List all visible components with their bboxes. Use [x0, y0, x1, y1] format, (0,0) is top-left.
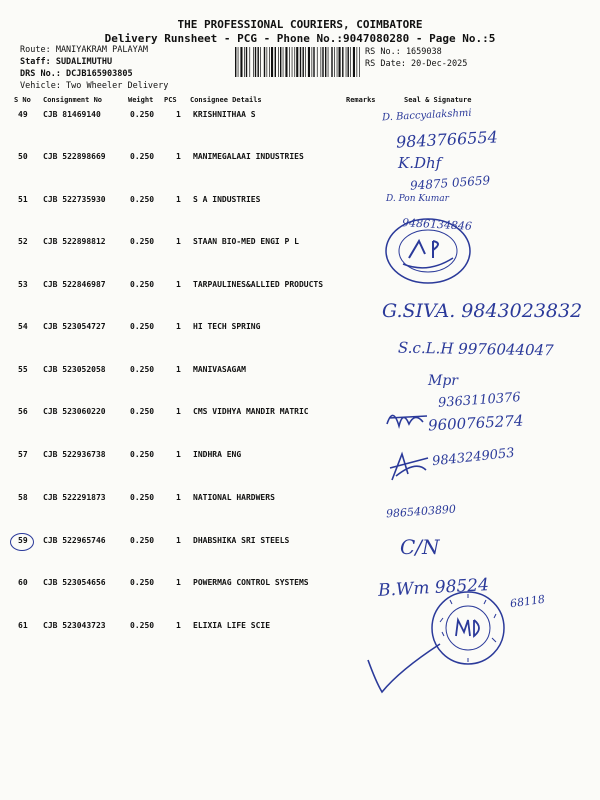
- rs-number: RS No.: 1659038: [365, 47, 442, 57]
- row-pcs: 1: [176, 322, 181, 331]
- signature-58: 9865403890: [385, 502, 457, 521]
- signature-60-name: B.Wm 98524: [377, 575, 490, 601]
- row-weight: 0.250: [130, 450, 155, 459]
- signature-51-name: D. Pon Kumar: [386, 194, 449, 204]
- staff-text: Staff: SUDALIMUTHU: [20, 57, 113, 67]
- signature-56-scribble: [383, 404, 433, 434]
- row-consignee: MANIVASAGAM: [193, 365, 246, 374]
- row-consignee: STAAN BIO-MED ENGI P L: [193, 237, 299, 246]
- row-consignment: CJB 523052058: [43, 365, 106, 374]
- row-pcs: 1: [176, 195, 181, 204]
- company-seal-stamp: [383, 216, 473, 286]
- col-consignee: Consignee Details: [190, 96, 262, 104]
- row-sno: 56: [18, 407, 28, 416]
- signature-59: C/N: [400, 535, 440, 559]
- col-pcs: PCS: [164, 96, 177, 104]
- row-weight: 0.250: [130, 280, 155, 289]
- signature-53: G.SIVA. 9843023832: [382, 300, 583, 322]
- row-weight: 0.250: [130, 621, 155, 630]
- runsheet-subtitle: Delivery Runsheet - PCG - Phone No.:9047080280 - Page No.:5: [104, 32, 496, 45]
- row-consignee: ELIXIA LIFE SCIE: [193, 621, 271, 630]
- barcode: [234, 47, 362, 77]
- col-weight: Weight: [128, 96, 154, 104]
- row-consignment: CJB 523043723: [43, 621, 106, 630]
- table-row: [0, 237, 600, 279]
- row-consignee: KRISHNITHAA S: [193, 110, 256, 119]
- row-consignee: INDHRA ENG: [193, 450, 242, 459]
- row-weight: 0.250: [130, 365, 155, 374]
- sno-59-circle-mark: [10, 533, 34, 551]
- row-consignee: TARPAULINES&ALLIED PRODUCTS: [193, 280, 324, 289]
- row-consignment: CJB 523054656: [43, 578, 106, 587]
- table-row: [0, 107, 600, 152]
- signature-49-name: D. Baccyalakshmi: [381, 107, 472, 124]
- table-row: [0, 195, 600, 237]
- row-consignment: CJB 523054727: [43, 322, 106, 331]
- row-weight: 0.250: [130, 195, 155, 204]
- row-sno: 50: [18, 152, 28, 161]
- row-consignment: CJB 522735930: [43, 195, 106, 204]
- row-weight: 0.250: [130, 237, 155, 246]
- row-pcs: 1: [176, 493, 181, 502]
- row-sno: 51: [18, 195, 28, 204]
- row-pcs: 1: [176, 407, 181, 416]
- rs-date: RS Date: 20-Dec-2025: [365, 59, 468, 69]
- table-row: [0, 152, 600, 194]
- row-consignee: POWERMAG CONTROL SYSTEMS: [193, 578, 309, 587]
- row-consignment: CJB 81469140: [43, 110, 101, 119]
- signature-49-phone: 9843766554: [395, 127, 499, 152]
- row-consignee: CMS VIDHYA MANDIR MATRIC: [193, 407, 309, 416]
- table-row: [0, 493, 600, 535]
- row-sno: 52: [18, 237, 28, 246]
- company-title: THE PROFESSIONAL COURIERS, COIMBATORE: [177, 18, 423, 31]
- row-pcs: 1: [176, 578, 181, 587]
- row-sno: 57: [18, 450, 28, 459]
- row-pcs: 1: [176, 152, 181, 161]
- row-sno: 53: [18, 280, 28, 289]
- row-weight: 0.250: [130, 322, 155, 331]
- row-consignment: CJB 522898669: [43, 152, 106, 161]
- row-consignment: CJB 522291873: [43, 493, 106, 502]
- row-pcs: 1: [176, 450, 181, 459]
- row-sno: 59: [18, 536, 28, 545]
- row-pcs: 1: [176, 536, 181, 545]
- row-pcs: 1: [176, 237, 181, 246]
- signature-54: S.c.L.H 9976044047: [397, 338, 554, 360]
- row-weight: 0.250: [130, 493, 155, 502]
- row-sno: 49: [18, 110, 28, 119]
- route-text: Route: MANIYAKRAM PALAYAM: [20, 45, 148, 55]
- row-consignment: CJB 522846987: [43, 280, 106, 289]
- row-sno: 58: [18, 493, 28, 502]
- vehicle-text: Vehicle: Two Wheeler Delivery: [20, 81, 169, 91]
- row-weight: 0.250: [130, 536, 155, 545]
- signature-57-scribble: [386, 446, 434, 484]
- col-sno: S No: [14, 96, 31, 104]
- row-consignee: DHABSHIKA SRI STEELS: [193, 536, 290, 545]
- row-sno: 61: [18, 621, 28, 630]
- row-weight: 0.250: [130, 110, 155, 119]
- row-sno: 54: [18, 322, 28, 331]
- signature-55-name: Mpr: [428, 373, 458, 389]
- row-weight: 0.250: [130, 578, 155, 587]
- col-consignment: Consignment No: [43, 96, 103, 104]
- row-consignment: CJB 522898812: [43, 237, 106, 246]
- signature-50-name: K.Dhf: [398, 154, 442, 172]
- row-sno: 60: [18, 578, 28, 587]
- col-seal-signature: Seal & Signature: [404, 96, 472, 104]
- row-consignment: CJB 522936738: [43, 450, 106, 459]
- row-consignment: CJB 523060220: [43, 407, 106, 416]
- row-pcs: 1: [176, 621, 181, 630]
- drs-number: DRS No.: DCJB165903805: [20, 69, 133, 79]
- row-consignee: S A INDUSTRIES: [193, 195, 261, 204]
- signature-57-phone: 9843249053: [431, 445, 516, 470]
- row-weight: 0.250: [130, 152, 155, 161]
- row-pcs: 1: [176, 280, 181, 289]
- row-consignee: HI TECH SPRING: [193, 322, 261, 331]
- row-sno: 55: [18, 365, 28, 374]
- col-remarks: Remarks: [346, 96, 376, 104]
- row-pcs: 1: [176, 365, 181, 374]
- row-pcs: 1: [176, 110, 181, 119]
- table-row: [0, 621, 600, 663]
- signature-50-phone: 94875 05659: [409, 173, 491, 193]
- row-consignment: CJB 522965746: [43, 536, 106, 545]
- signature-61-scribble: [360, 630, 450, 700]
- signature-60-number: 68118: [509, 592, 546, 611]
- signature-56-phone: 9600765274: [427, 411, 524, 435]
- row-weight: 0.250: [130, 407, 155, 416]
- row-consignee: NATIONAL HARDWERS: [193, 493, 275, 502]
- row-consignee: MANIMEGALAAI INDUSTRIES: [193, 152, 304, 161]
- signature-55-phone: 9363110376: [437, 390, 522, 411]
- table-row: [0, 536, 600, 578]
- signature-51-phone: 9486134846: [401, 216, 473, 233]
